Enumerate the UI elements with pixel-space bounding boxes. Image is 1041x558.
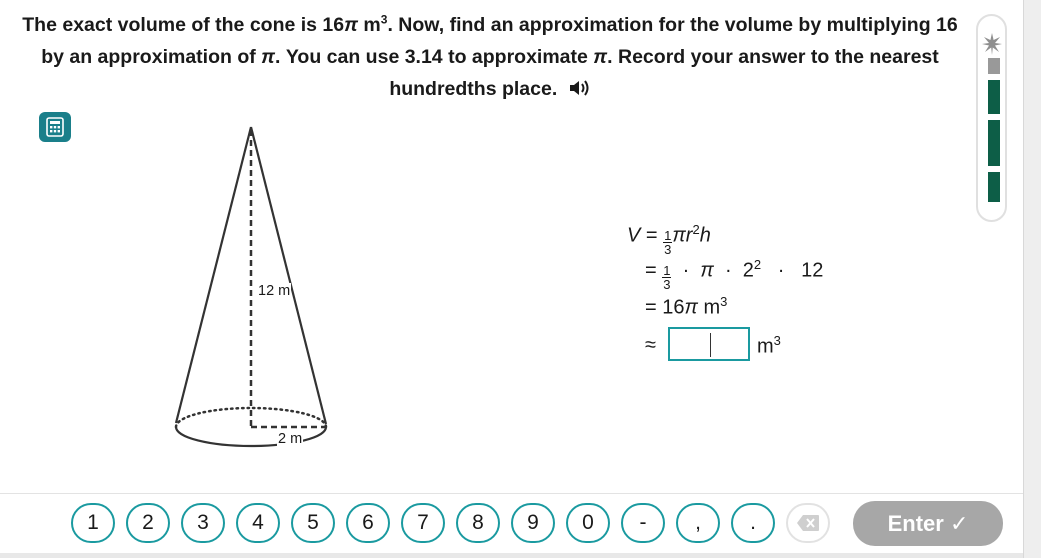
keypad-divider (0, 493, 1023, 494)
coefficient: 16 (662, 296, 685, 319)
key-9[interactable]: 9 (511, 503, 555, 543)
height-variable: h (699, 224, 711, 247)
height-label: 12 m (258, 283, 291, 299)
calculator-button[interactable] (39, 112, 71, 142)
one-third-fraction: $\frac{1}{3}$ (663, 262, 671, 292)
pi-symbol: π (593, 46, 608, 68)
key-5[interactable]: 5 (291, 503, 335, 543)
bottom-edge (0, 553, 1023, 558)
question-part4: . Record your answer to the nearest hundredths place. (389, 46, 939, 100)
dot-operator: · (724, 259, 732, 282)
square-exponent: 2 (753, 257, 762, 272)
speaker-icon[interactable] (569, 75, 591, 93)
unit-m: m (358, 14, 381, 36)
unit-m: m (703, 296, 721, 319)
right-scroll-edge (1023, 0, 1041, 558)
pi-symbol: π (344, 14, 359, 36)
exponent: 3 (380, 12, 388, 27)
key-3[interactable]: 3 (181, 503, 225, 543)
question-part2: . Now, find an approximation for the volume by multiplying 16 by an approximation of (41, 14, 958, 68)
text-cursor (710, 333, 711, 357)
formula-line-2 (645, 257, 823, 291)
dot-operator: · (682, 259, 690, 282)
progress-bar-1 (988, 58, 1000, 74)
radius-label: 2 m (278, 431, 303, 447)
cone-slant-right (251, 127, 326, 424)
key-0[interactable]: 0 (566, 503, 610, 543)
dot-operator: · (777, 259, 785, 282)
question-part3: . You can use 3.14 to approximate (275, 46, 594, 68)
key-decimal[interactable]: . (731, 503, 775, 543)
key-minus[interactable]: - (621, 503, 665, 543)
key-comma[interactable]: , (676, 503, 720, 543)
pi-symbol: π (261, 46, 276, 68)
height-value: 12 (801, 259, 824, 282)
key-8[interactable]: 8 (456, 503, 500, 543)
backspace-icon (796, 514, 820, 532)
progress-bar-3 (988, 120, 1000, 166)
progress-bar-2 (988, 80, 1000, 114)
question-part1: The exact volume of the cone is 16 (22, 14, 345, 36)
progress-bar-4 (988, 172, 1000, 202)
cone-base-front (176, 427, 326, 446)
volume-variable: V (627, 224, 641, 247)
key-2[interactable]: 2 (126, 503, 170, 543)
answer-unit: $m^3$ (757, 333, 781, 358)
formula-line-3 (645, 294, 727, 320)
key-1[interactable]: 1 (71, 503, 115, 543)
radius-variable: r (685, 224, 693, 247)
equals-sign: = (645, 296, 657, 319)
calculator-icon (45, 117, 65, 137)
key-7[interactable]: 7 (401, 503, 445, 543)
cone-slant-left (176, 127, 251, 423)
cube-exponent: 3 (720, 294, 728, 309)
pi-symbol: π (700, 259, 714, 282)
one-third-fraction: $\frac{1}{3}$ (664, 227, 672, 257)
question-text (20, 9, 960, 105)
sparkle-icon (982, 33, 1002, 55)
pi-symbol: π (672, 224, 686, 247)
formula-line-1 (627, 222, 711, 256)
progress-sidebar (976, 14, 1007, 222)
radius-value: 2 (742, 259, 754, 282)
key-4[interactable]: 4 (236, 503, 280, 543)
key-6[interactable]: 6 (346, 503, 390, 543)
cone-figure (160, 118, 340, 463)
equals-sign: = (645, 224, 658, 247)
backspace-button[interactable] (786, 503, 830, 543)
equals-sign: = (645, 259, 657, 282)
pi-symbol: π (684, 296, 698, 319)
answer-input[interactable] (668, 327, 750, 361)
square-exponent: 2 (692, 222, 700, 237)
enter-button[interactable]: Enter ✓ (853, 501, 1003, 546)
approx-sign: ≈ (645, 334, 656, 356)
